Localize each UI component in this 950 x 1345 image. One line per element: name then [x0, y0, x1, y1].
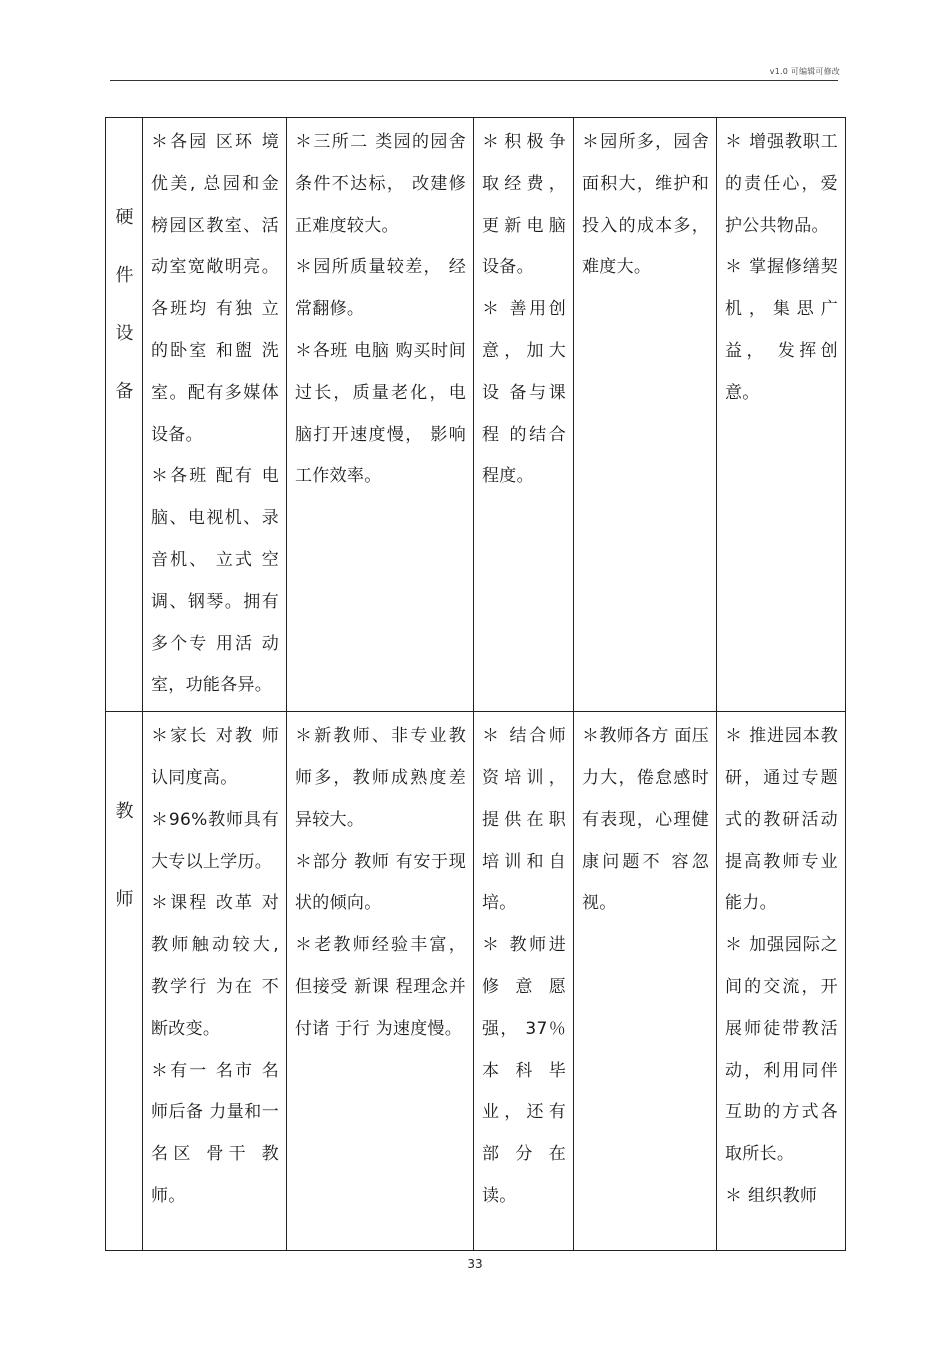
cell-paragraph: ＊各班 配有 电脑、电视机、录音机、 立式 空调、钢琴。拥有多个专 用活 动室，功能各异。 — [151, 466, 279, 696]
cell-paragraph: ＊家长 对教 师认同度高。 — [151, 726, 279, 788]
cell-paragraph: ＊ 教师进修 意 愿 强， 37％ 本 科 毕 业，还有部 分 在读。 — [482, 935, 566, 1206]
row-label-char: 教 — [115, 801, 134, 823]
cell-opportunities — [474, 118, 574, 712]
row-label-char: 备 — [115, 381, 134, 402]
cell-threats — [574, 118, 717, 712]
cell-paragraph: ＊教师各方 面压力大，倦怠感时有表现，心理健康问题不 容忽视。 — [582, 726, 709, 914]
cell-paragraph: ＊ 组织教师 — [725, 1185, 818, 1206]
cell-weaknesses — [287, 118, 474, 712]
row-header-teachers — [106, 712, 143, 1251]
cell-paragraph: ＊ 推进园本教研，通过专题式的教研活动提高教师专业能力。 — [725, 726, 838, 914]
cell-paragraph: ＊积极争取经费，更新电脑设备。 — [482, 132, 566, 278]
cell-paragraph: ＊ 增强教职工的责任心，爱护公共物品。 — [725, 132, 838, 236]
cell-paragraph: ＊园所质量较差， 经常翻修。 — [295, 257, 466, 320]
cell-paragraph: ＊各班 电脑 购买时间过长，质量老化，电脑打开速度慢， 影响工作效率。 — [295, 340, 466, 487]
cell-strategies — [717, 118, 846, 712]
cell-paragraph: ＊三所二 类园的园舍条件不达标， 改建修正难度较大。 — [295, 132, 466, 236]
cell-paragraph: ＊有一 名市 名师后备 力量和一名区 骨干 教师。 — [151, 1060, 279, 1206]
cell-threats — [574, 712, 717, 1251]
cell-paragraph: ＊96%教师具有大专以上学历。 — [151, 809, 279, 872]
cell-paragraph: ＊课程 改革 对教师触动较大, 教学行 为在 不断改变。 — [151, 893, 279, 1039]
row-header-hardware — [106, 118, 143, 712]
cell-strengths — [143, 712, 287, 1251]
cell-paragraph: ＊部分 教师 有安于现状的倾向。 — [295, 851, 466, 914]
row-label-char: 硬 — [115, 207, 134, 228]
row-label-char: 件 — [115, 265, 134, 286]
header-version-text: v1.0 可编辑可修改 — [769, 67, 840, 76]
swot-table — [105, 117, 846, 1251]
table-row-hardware — [106, 118, 846, 712]
cell-paragraph: ＊各园 区环 境优美, 总园和金榜园区教室、活动室宽敞明亮。各班均 有独 立的卧室 和盥 洗室。配有多媒体设备。 — [151, 132, 279, 445]
cell-paragraph: ＊新教师、非专业教师多，教师成熟度差异较大。 — [295, 726, 466, 830]
cell-strategies — [717, 712, 846, 1251]
cell-paragraph: ＊ 加强园际之间的交流，开展师徒带教活动，利用同伴互助的方式各取所长。 — [725, 935, 838, 1165]
table-row-teachers — [106, 712, 846, 1251]
row-label-char: 师 — [115, 889, 134, 911]
row-label-char: 设 — [115, 323, 134, 344]
header-rule — [110, 80, 838, 81]
page-number: 33 — [467, 1257, 483, 1271]
cell-paragraph: ＊ 结合师资培训，提供在职培训和自培。 — [482, 726, 566, 914]
cell-weaknesses — [287, 712, 474, 1251]
cell-opportunities — [474, 712, 574, 1251]
cell-paragraph: ＊ 掌握修缮契机，集思广益， 发挥创意。 — [725, 257, 838, 403]
cell-paragraph: ＊园所多，园舍面积大，维护和投入的成本多，难度大。 — [582, 132, 709, 278]
cell-paragraph: ＊老教师经验丰富，但接受 新课 程理念并付诸 于行 为速度慢。 — [295, 935, 466, 1039]
cell-paragraph: ＊ 善用创意，加大设 备与课程 的结合程度。 — [482, 299, 566, 487]
cell-strengths — [143, 118, 287, 712]
